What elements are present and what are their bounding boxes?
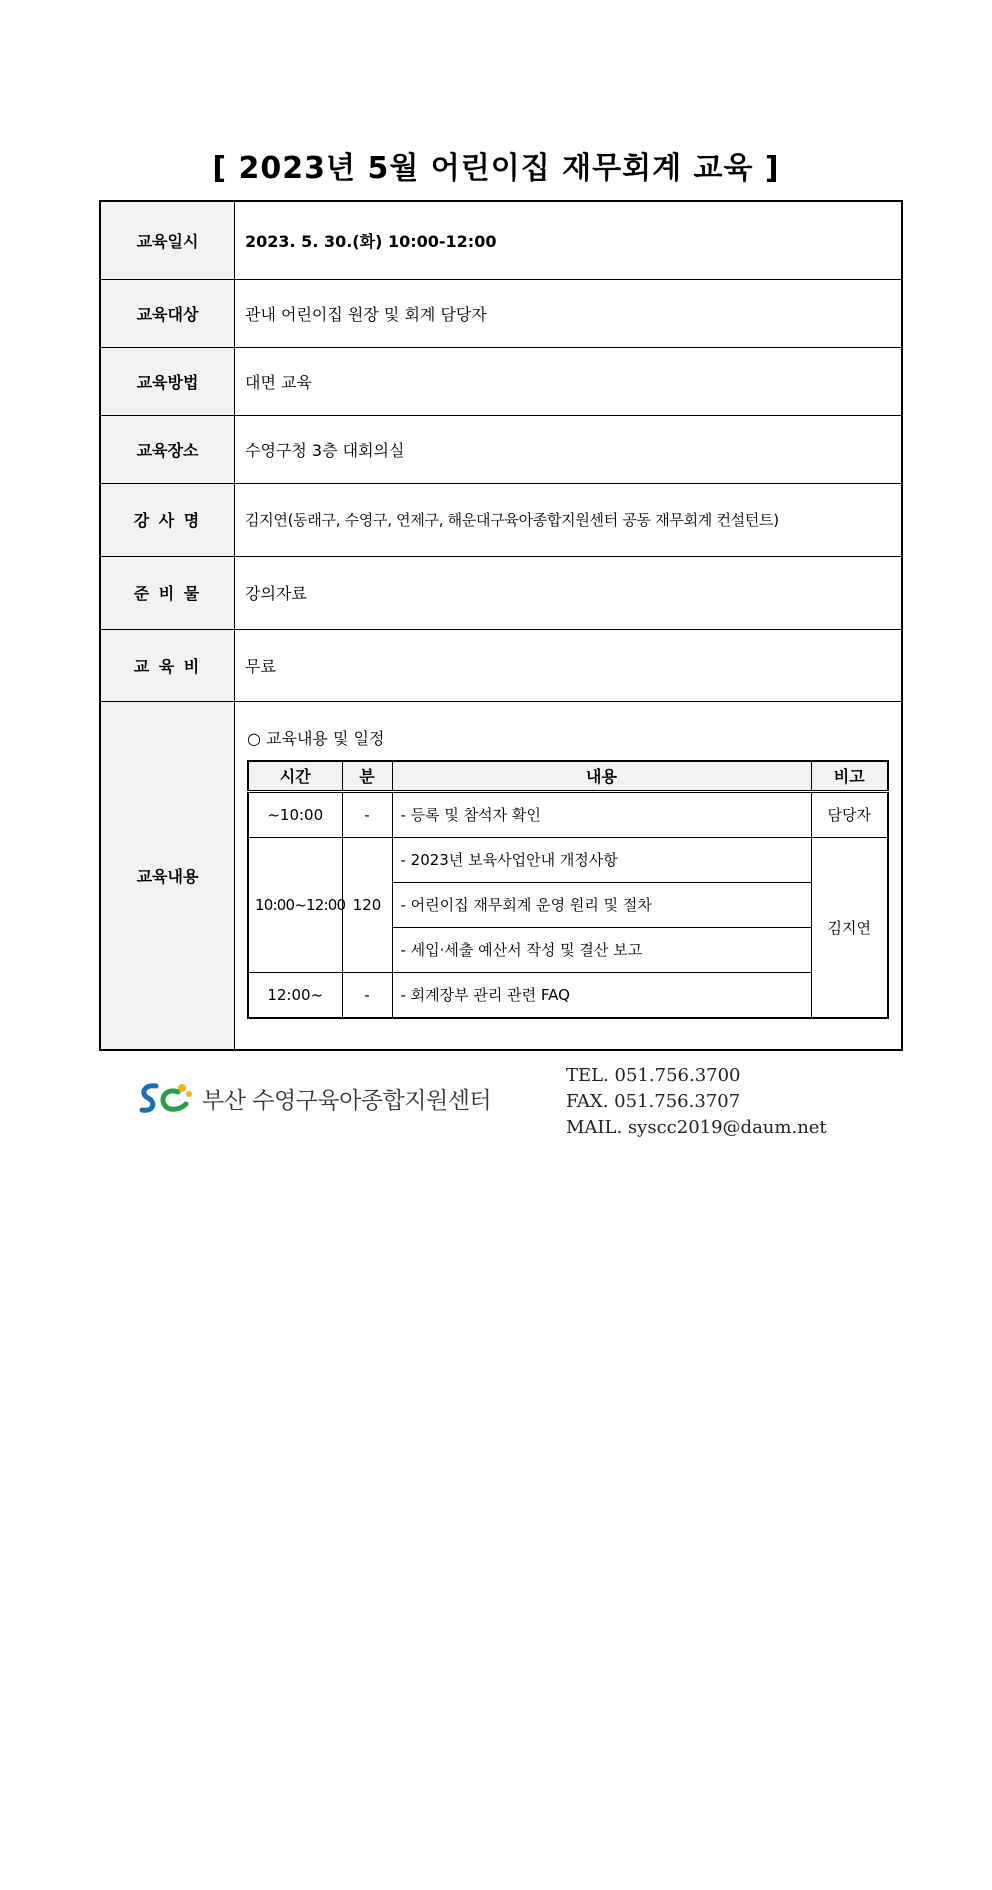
info-row: [100, 629, 902, 701]
row-value: 김지연(동래구, 수영구, 연제구, 해운대구육아종합지원센터 공동 재무회계 컨설턴트): [235, 483, 903, 556]
row-label: 교육내용: [100, 701, 235, 1050]
row-label: 교 육 비: [100, 629, 235, 701]
fax-line: FAX. 051.756.3707: [566, 1091, 741, 1112]
info-row: [100, 201, 902, 279]
cell-note: 김지연: [811, 837, 888, 1018]
center-logo-icon: [138, 1080, 194, 1116]
info-row: [100, 483, 902, 556]
col-header: 분: [342, 761, 392, 792]
cell-content: - 등록 및 참석자 확인: [392, 791, 811, 837]
cell-minutes: -: [342, 791, 392, 837]
schedule-row: [248, 972, 888, 1018]
row-value: 2023. 5. 30.(화) 10:00-12:00: [235, 201, 903, 279]
contact-info: [566, 1063, 827, 1141]
cell-time: 10:00~12:00: [248, 837, 342, 972]
cell-time: 12:00~: [248, 972, 342, 1018]
row-label: 교육장소: [100, 415, 235, 483]
row-value: 강의자료: [235, 556, 903, 629]
schedule-row: [248, 837, 888, 882]
schedule-table: [247, 760, 889, 1019]
cell-content: - 세입·세출 예산서 작성 및 결산 보고: [392, 927, 811, 972]
row-label: 준 비 물: [100, 556, 235, 629]
col-header: 시간: [248, 761, 342, 792]
cell-content: - 회계장부 관리 관련 FAQ: [392, 972, 811, 1018]
tel-line: TEL. 051.756.3700: [566, 1065, 741, 1086]
row-value: 무료: [235, 629, 903, 701]
row-label: 교육방법: [100, 347, 235, 415]
info-row: [100, 347, 902, 415]
schedule-row: [248, 791, 888, 837]
cell-content: - 어린이집 재무회계 운영 원리 및 절차: [392, 882, 811, 927]
schedule-heading: ○ 교육내용 및 일정: [247, 728, 385, 748]
cell-content: - 2023년 보육사업안내 개정사항: [392, 837, 811, 882]
org-logo: [138, 1080, 491, 1116]
page-title: [ 2023년 5월 어린이집 재무회계 교육 ]: [212, 151, 780, 186]
org-name: 부산 수영구육아종합지원센터: [202, 1087, 492, 1114]
content-cell: [235, 701, 903, 1050]
mail-line: MAIL. syscc2019@daum.net: [566, 1117, 827, 1138]
cell-minutes: -: [342, 972, 392, 1018]
info-table: [99, 200, 903, 1051]
cell-note: 담당자: [811, 791, 888, 837]
info-row: [100, 415, 902, 483]
schedule-header-row: [248, 761, 888, 792]
row-label: 교육대상: [100, 279, 235, 347]
row-value: 수영구청 3층 대회의실: [235, 415, 903, 483]
cell-minutes: 120: [342, 837, 392, 972]
col-header: 비고: [811, 761, 888, 792]
cell-time: ~10:00: [248, 791, 342, 837]
info-row: [100, 556, 902, 629]
info-row: [100, 701, 902, 1050]
col-header: 내용: [392, 761, 811, 792]
row-value: 관내 어린이집 원장 및 회계 담당자: [235, 279, 903, 347]
row-label: 강 사 명: [100, 483, 235, 556]
row-value: 대면 교육: [235, 347, 903, 415]
row-label: 교육일시: [100, 201, 235, 279]
info-row: [100, 279, 902, 347]
